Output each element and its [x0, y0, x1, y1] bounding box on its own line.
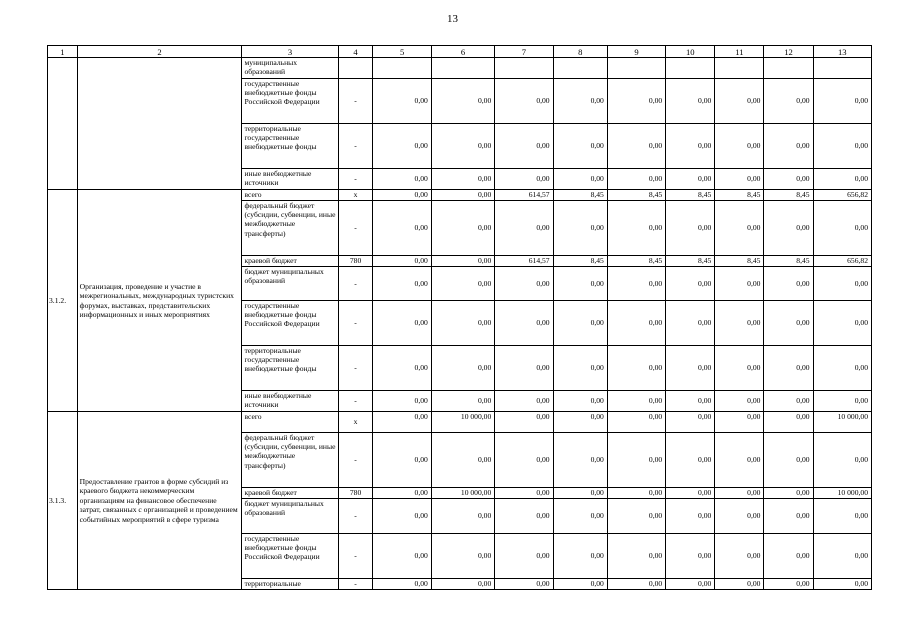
financing-table [47, 45, 872, 590]
amount-cell: 0,00 [715, 301, 764, 346]
budget-code: - [338, 391, 373, 412]
amount-cell: 0,00 [715, 499, 764, 534]
amount-cell: 0,00 [431, 579, 494, 590]
amount-cell: 0,00 [607, 169, 665, 190]
amount-cell: 0,00 [715, 346, 764, 391]
amount-cell: 0,00 [764, 169, 813, 190]
budget-code: - [338, 346, 373, 391]
column-header: 5 [373, 46, 431, 58]
amount-cell: 0,00 [553, 534, 607, 579]
amount-cell: 0,00 [431, 499, 494, 534]
amount-cell: 0,00 [666, 346, 715, 391]
amount-cell: 0,00 [431, 346, 494, 391]
column-header: 8 [553, 46, 607, 58]
amount-cell: 0,00 [607, 412, 665, 433]
amount-cell: 0,00 [607, 534, 665, 579]
amount-cell: 0,00 [373, 201, 431, 256]
amount-cell: 0,00 [495, 201, 553, 256]
amount-cell: 0,00 [607, 499, 665, 534]
amount-cell: 0,00 [431, 256, 494, 267]
amount-cell: 0,00 [764, 201, 813, 256]
amount-cell: 0,00 [373, 391, 431, 412]
amount-cell [553, 58, 607, 79]
column-header: 11 [715, 46, 764, 58]
item-code: 3.1.3. [48, 412, 78, 590]
amount-cell: 0,00 [607, 124, 665, 169]
amount-cell: 0,00 [715, 124, 764, 169]
amount-cell: 0,00 [666, 579, 715, 590]
amount-cell: 0,00 [764, 579, 813, 590]
amount-cell: 614,57 [495, 256, 553, 267]
column-header: 2 [77, 46, 242, 58]
amount-cell: 0,00 [373, 579, 431, 590]
amount-cell: 0,00 [607, 267, 665, 301]
amount-cell: 0,00 [715, 391, 764, 412]
amount-cell: 0,00 [373, 488, 431, 499]
amount-cell: 0,00 [431, 124, 494, 169]
amount-cell [764, 58, 813, 79]
funding-source: иные внебюджетные источники [242, 169, 338, 190]
funding-source: территориальные государственные внебюджетные фонды [242, 124, 338, 169]
funding-source: всего [242, 412, 338, 433]
amount-cell: 0,00 [666, 534, 715, 579]
amount-cell: 10 000,00 [813, 488, 871, 499]
amount-cell: 0,00 [431, 169, 494, 190]
amount-cell: 0,00 [813, 433, 871, 488]
amount-cell: 0,00 [764, 79, 813, 124]
amount-cell: 0,00 [764, 488, 813, 499]
amount-cell: 0,00 [607, 391, 665, 412]
amount-cell: 0,00 [715, 433, 764, 488]
amount-cell: 0,00 [666, 301, 715, 346]
funding-source: бюджет муниципальных образований [242, 499, 338, 534]
funding-source: федеральный бюджет (субсидии, субвенции, иные межбюджетные трансферты) [242, 433, 338, 488]
amount-cell: 0,00 [607, 433, 665, 488]
amount-cell: 0,00 [666, 488, 715, 499]
amount-cell: 0,00 [553, 201, 607, 256]
amount-cell: 0,00 [373, 124, 431, 169]
amount-cell: 0,00 [495, 391, 553, 412]
amount-cell: 0,00 [666, 79, 715, 124]
funding-source: краевой бюджет [242, 256, 338, 267]
amount-cell: 0,00 [715, 267, 764, 301]
amount-cell: 0,00 [373, 412, 431, 433]
amount-cell: 8,45 [715, 256, 764, 267]
amount-cell: 0,00 [764, 301, 813, 346]
funding-source: муниципальных образований [242, 58, 338, 79]
amount-cell: 0,00 [431, 433, 494, 488]
column-header: 10 [666, 46, 715, 58]
table-row [48, 58, 872, 79]
amount-cell: 0,00 [715, 579, 764, 590]
funding-source: государственные внебюджетные фонды Российской Федерации [242, 301, 338, 346]
amount-cell: 0,00 [666, 391, 715, 412]
amount-cell: 0,00 [495, 267, 553, 301]
amount-cell: 0,00 [813, 169, 871, 190]
column-header: 6 [431, 46, 494, 58]
page-number: 13 [447, 13, 458, 25]
funding-source: государственные внебюджетные фонды Российской Федерации [242, 534, 338, 579]
amount-cell: 0,00 [607, 579, 665, 590]
amount-cell: 8,45 [553, 190, 607, 201]
table-row [48, 412, 872, 433]
amount-cell [495, 58, 553, 79]
amount-cell: 0,00 [813, 124, 871, 169]
amount-cell: 0,00 [553, 169, 607, 190]
amount-cell: 0,00 [495, 412, 553, 433]
item-name: Организация, проведение и участие в межрегиональных, международных туристских форумах, выставках, представительских информационных и иных мероприятиях [77, 190, 242, 412]
amount-cell: 0,00 [607, 346, 665, 391]
amount-cell: 0,00 [495, 346, 553, 391]
column-header: 3 [242, 46, 338, 58]
amount-cell: 0,00 [813, 391, 871, 412]
column-header: 7 [495, 46, 553, 58]
amount-cell: 0,00 [715, 169, 764, 190]
amount-cell: 0,00 [431, 534, 494, 579]
amount-cell: 0,00 [373, 346, 431, 391]
budget-code: - [338, 433, 373, 488]
budget-code: x [338, 190, 373, 201]
amount-cell: 10 000,00 [431, 488, 494, 499]
amount-cell: 0,00 [553, 488, 607, 499]
amount-cell: 8,45 [715, 190, 764, 201]
amount-cell: 0,00 [495, 534, 553, 579]
amount-cell: 0,00 [553, 301, 607, 346]
amount-cell: 0,00 [495, 124, 553, 169]
amount-cell: 0,00 [607, 488, 665, 499]
budget-code: - [338, 267, 373, 301]
amount-cell: 0,00 [666, 433, 715, 488]
table-row [48, 190, 872, 201]
amount-cell: 0,00 [373, 433, 431, 488]
amount-cell: 8,45 [764, 190, 813, 201]
amount-cell: 0,00 [715, 412, 764, 433]
amount-cell: 0,00 [715, 201, 764, 256]
funding-source: краевой бюджет [242, 488, 338, 499]
amount-cell: 0,00 [373, 190, 431, 201]
amount-cell: 656,82 [813, 190, 871, 201]
amount-cell: 0,00 [813, 579, 871, 590]
budget-code: - [338, 301, 373, 346]
amount-cell: 0,00 [813, 301, 871, 346]
funding-source: федеральный бюджет (субсидии, субвенции, иные межбюджетные трансферты) [242, 201, 338, 256]
amount-cell: 0,00 [495, 169, 553, 190]
amount-cell: 8,45 [553, 256, 607, 267]
amount-cell: 0,00 [495, 579, 553, 590]
funding-source: территориальные [242, 579, 338, 590]
amount-cell: 0,00 [495, 301, 553, 346]
budget-code: - [338, 534, 373, 579]
amount-cell: 0,00 [553, 433, 607, 488]
amount-cell: 0,00 [373, 256, 431, 267]
amount-cell: 0,00 [373, 301, 431, 346]
amount-cell: 0,00 [764, 124, 813, 169]
column-number-row [48, 46, 872, 58]
amount-cell: 0,00 [553, 124, 607, 169]
amount-cell: 0,00 [764, 267, 813, 301]
amount-cell: 0,00 [553, 412, 607, 433]
item-name [77, 58, 242, 190]
item-name: Предоставление грантов в форме субсидий из краевого бюджета некоммерческим организациям на финансовое обеспечение затрат, связанных с организацией и проведением событийных мероприятий в сфере туризма [77, 412, 242, 590]
amount-cell: 0,00 [666, 499, 715, 534]
funding-source: территориальные государственные внебюджетные фонды [242, 346, 338, 391]
amount-cell: 0,00 [553, 79, 607, 124]
amount-cell: 0,00 [666, 124, 715, 169]
amount-cell: 8,45 [666, 256, 715, 267]
amount-cell [666, 58, 715, 79]
amount-cell: 0,00 [813, 499, 871, 534]
amount-cell: 10 000,00 [431, 412, 494, 433]
amount-cell: 10 000,00 [813, 412, 871, 433]
amount-cell: 614,57 [495, 190, 553, 201]
amount-cell: 656,82 [813, 256, 871, 267]
amount-cell: 0,00 [373, 267, 431, 301]
funding-source: всего [242, 190, 338, 201]
column-header: 13 [813, 46, 871, 58]
column-header: 12 [764, 46, 813, 58]
amount-cell: 0,00 [666, 201, 715, 256]
funding-source: иные внебюджетные источники [242, 391, 338, 412]
budget-code: 780 [338, 488, 373, 499]
funding-source: государственные внебюджетные фонды Российской Федерации [242, 79, 338, 124]
amount-cell: 0,00 [431, 301, 494, 346]
budget-code: - [338, 499, 373, 534]
amount-cell: 0,00 [666, 169, 715, 190]
amount-cell: 0,00 [373, 169, 431, 190]
amount-cell: 0,00 [715, 488, 764, 499]
amount-cell: 8,45 [607, 190, 665, 201]
amount-cell [607, 58, 665, 79]
budget-code: 780 [338, 256, 373, 267]
amount-cell [431, 58, 494, 79]
amount-cell: 0,00 [666, 267, 715, 301]
amount-cell: 0,00 [666, 412, 715, 433]
amount-cell: 0,00 [715, 79, 764, 124]
amount-cell: 0,00 [495, 433, 553, 488]
amount-cell: 0,00 [764, 499, 813, 534]
amount-cell: 0,00 [495, 499, 553, 534]
amount-cell: 0,00 [764, 412, 813, 433]
budget-code: x [338, 412, 373, 433]
amount-cell: 0,00 [373, 499, 431, 534]
funding-source: бюджет муниципальных образований [242, 267, 338, 301]
budget-code: - [338, 169, 373, 190]
amount-cell: 0,00 [553, 267, 607, 301]
amount-cell: 0,00 [715, 534, 764, 579]
budget-code [338, 58, 373, 79]
amount-cell: 0,00 [764, 391, 813, 412]
amount-cell: 0,00 [764, 433, 813, 488]
amount-cell: 0,00 [495, 79, 553, 124]
amount-cell: 8,45 [764, 256, 813, 267]
amount-cell: 0,00 [553, 579, 607, 590]
amount-cell: 0,00 [431, 267, 494, 301]
amount-cell [813, 58, 871, 79]
amount-cell: 0,00 [764, 534, 813, 579]
amount-cell [715, 58, 764, 79]
amount-cell: 0,00 [607, 301, 665, 346]
item-code [48, 58, 78, 190]
amount-cell: 0,00 [553, 346, 607, 391]
amount-cell: 8,45 [666, 190, 715, 201]
amount-cell: 0,00 [431, 190, 494, 201]
column-header: 1 [48, 46, 78, 58]
amount-cell: 0,00 [607, 201, 665, 256]
amount-cell: 0,00 [813, 534, 871, 579]
amount-cell: 0,00 [813, 267, 871, 301]
budget-code: - [338, 579, 373, 590]
amount-cell [373, 58, 431, 79]
amount-cell: 0,00 [495, 488, 553, 499]
amount-cell: 0,00 [813, 79, 871, 124]
amount-cell: 0,00 [607, 79, 665, 124]
amount-cell: 0,00 [813, 346, 871, 391]
amount-cell: 8,45 [607, 256, 665, 267]
amount-cell: 0,00 [373, 79, 431, 124]
amount-cell: 0,00 [813, 201, 871, 256]
column-header: 9 [607, 46, 665, 58]
amount-cell: 0,00 [553, 499, 607, 534]
budget-code: - [338, 79, 373, 124]
amount-cell: 0,00 [431, 391, 494, 412]
amount-cell: 0,00 [431, 79, 494, 124]
amount-cell: 0,00 [431, 201, 494, 256]
item-code: 3.1.2. [48, 190, 78, 412]
amount-cell: 0,00 [373, 534, 431, 579]
budget-code: - [338, 124, 373, 169]
column-header: 4 [338, 46, 373, 58]
amount-cell: 0,00 [553, 391, 607, 412]
budget-code: - [338, 201, 373, 256]
amount-cell: 0,00 [764, 346, 813, 391]
